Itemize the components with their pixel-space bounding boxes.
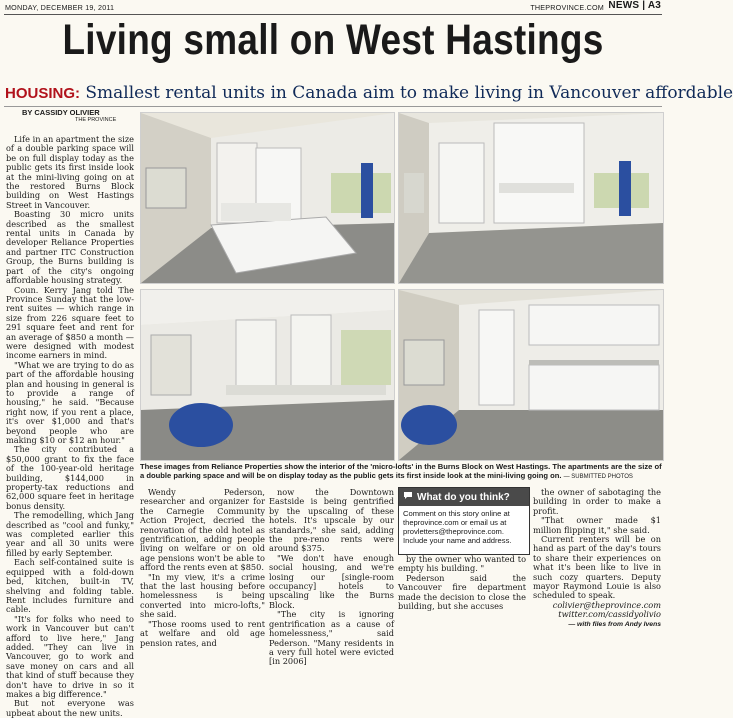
article-paragraph: But not everyone was upbeat about the new units. [6,698,134,718]
issue-date: MONDAY, DECEMBER 19, 2011 [5,3,115,12]
photo-caption: These images from Reliance Properties show the interior of the 'micro-lofts' in the Burns Block on West Hastings. The apartments are the size of a double parking space and will be on display today as the public gets its first inside look at the mini-living going on. — SUBMITTED PHOTOS [140,462,662,481]
page-header [4,0,662,15]
article-paragraph: Coun. Kerry Jang told The Province Sunday that the low-rent suites — which range in size from 226 square feet to 291 square feet and rent for an average of $850 a month — were designed with modest income earners in mind. [6,284,134,361]
article-paragraph: "Those rooms used to rent at welfare and old age pension rates, and [140,618,265,648]
files-credit: — with files from Andy Ivens [568,620,661,628]
photo-window-seat [140,289,395,461]
photo-credit: — SUBMITTED PHOTOS [563,474,633,481]
article-paragraph: Pederson said the Vancouver fire department made the decision to close the building, but she accuses [398,572,526,612]
photo-kitchen [398,289,664,461]
paper-url[interactable]: THEPROVINCE.COM [530,3,604,12]
feedback-title: What do you think? [399,488,529,506]
article-paragraph: the owner of sabotaging the building in order to make a profit. [533,487,661,516]
article-column-5 [533,488,661,629]
deck [5,83,733,103]
article-paragraph: Wendy Pederson, researcher and organizer for the Carnegie Community Action Project, decried the renovation of the old hotel as gentrification, adding people living on welfare or on old age pensions won't be able to afford the rents even at $850. [140,487,265,573]
author-email[interactable]: colivier@theprovince.com [552,599,661,610]
photo-living-area [398,112,664,284]
article-paragraph: The remodelling, which Jang described as "cool and funky," was completed earlier this year and all 30 units were filled by early September. [6,510,134,558]
section-label: NEWS | A3 [608,0,661,11]
article-paragraph: now the Downtown Eastside is being gentrified by the upscaling of these hotels. It's upscale by our standards," she said, adding the pre-reno rents were around $375. [269,487,394,554]
byline-author: BY CASSIDY OLIVIER [22,108,100,117]
article-column-2 [140,488,265,648]
reader-feedback-box [398,487,530,555]
article-column-1 [6,135,134,718]
article-paragraph: Current renters will be on hand as part of the day's tours to share their experiences on what it's been like to live in such cozy quarters. Deputy mayor Raymond Louie is also scheduled to speak. [533,534,661,601]
deck-kicker: HOUSING: [5,85,80,102]
article-paragraph: The city contributed a $50,000 grant to fix the face of the 100-year-old heritage building, $144,000 in property-tax reductions and 62,000 square feet in heritage bonus density. [6,444,134,511]
article-paragraph: "The city is ignoring gentrification as a cause of homelessness," said Pederson. "Many residents in a very full hotel were evicted [in 2006] [269,609,394,667]
article-paragraph: Each self-contained suite is equipped with a fold-down bed, kitchen, built-in TV, shelving and folding table. Rent includes furniture and cable. [6,557,134,615]
divider [4,106,662,107]
byline-outlet: THE PROVINCE [75,117,117,123]
article-paragraph: by the owner who wanted to empty his building. " [398,554,526,574]
article-paragraph: "We don't have enough social housing, and we're losing our [single-room occupancy] hotels to upscaling like the Burns Block. [269,552,394,610]
article-paragraph: "It's for folks who need to work in Vancouver but can't afford to live here," Jang added. "They can live in Vancouver, go to work and save money on cars and all that kind of stuff because they don't have to drive in so it makes a big difference." [6,613,134,699]
article-paragraph: Boasting 30 micro units described as the smallest rental units in Canada by developer Reliance Properties and partner ITC Construction Group, the Burns building is part of the city's ongoing affordable housing strategy. [6,209,134,286]
article-paragraph: "In my view, it's a crime that the last housing before homelessness is being converted into micro-lofts," she said. [140,571,265,620]
article-column-3 [269,488,394,667]
photo-bedroom [140,112,395,284]
feedback-body[interactable]: Comment on this story online at theprovince.com or email us at provletters@theprovince.com. Include your name and address. [403,509,512,545]
article-paragraph: "That owner made $1 million flipping it," she said. [533,515,661,535]
article-paragraph: Life in an apartment the size of a double parking space will be on full display today as the public gets its first inside look at the mini-living going on at the restored Burns Block building on West Hastings Street in Vancouver. [6,134,134,210]
article-paragraph: "What we are trying to do as part of the affordable housing plan and housing in general is to provide a range of housing," he said. "Because right now, if you rent a place, it's over $1,000 and that's beyond people who are making $10 or $12 an hour." [6,359,134,445]
speech-bubble-icon [403,491,413,503]
deck-text: Smallest rental units in Canada aim to make living in Vancouver affordable [85,83,733,103]
page-number: A3 [647,0,661,11]
headline: Living small on West Hastings [62,16,604,64]
author-twitter[interactable]: twitter.com/cassidyolivio [558,609,661,620]
article-column-4 [398,555,526,611]
